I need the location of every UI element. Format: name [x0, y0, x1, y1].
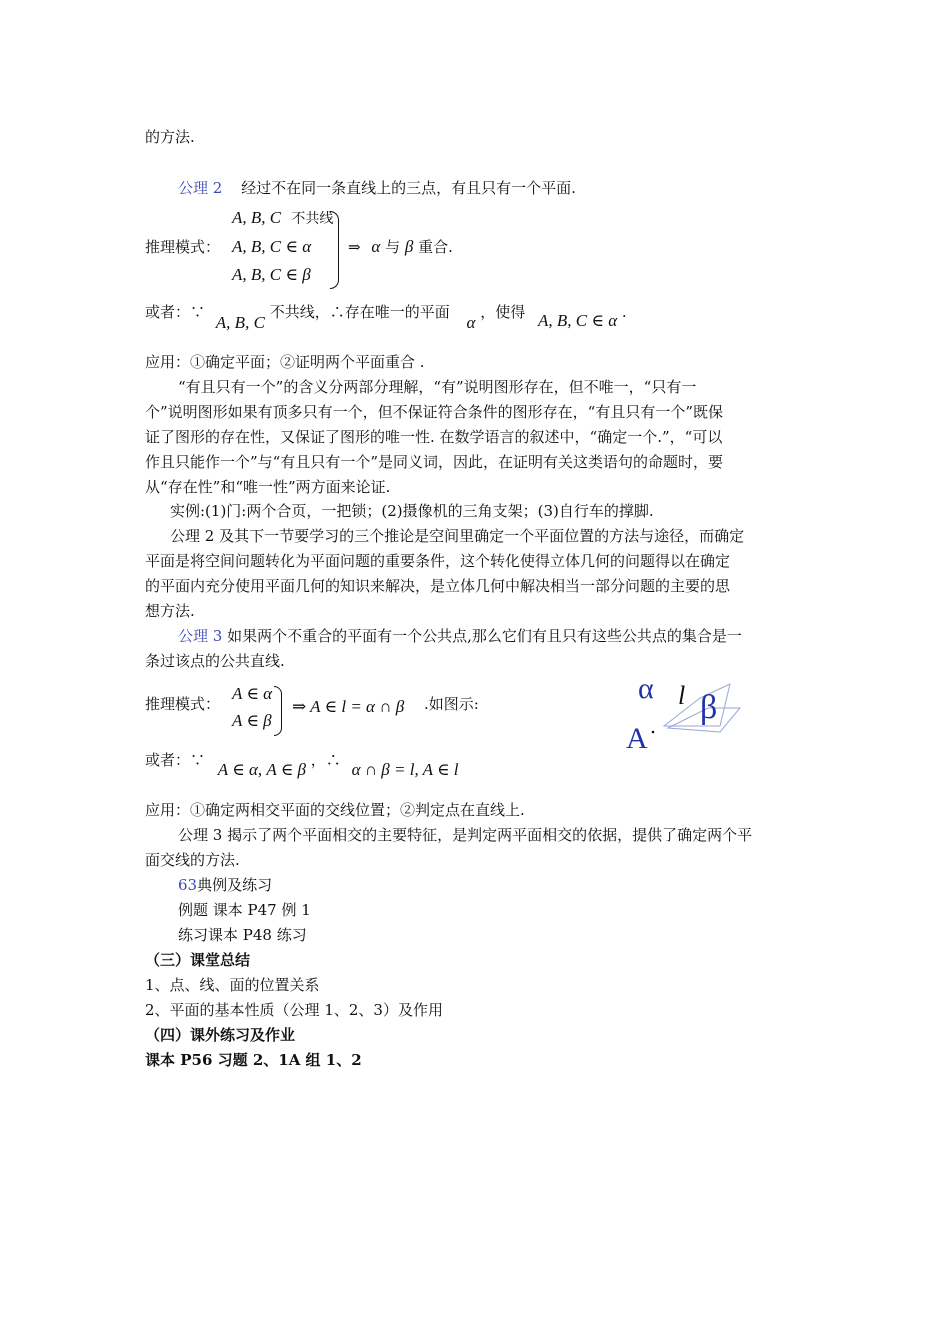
summary-item: 2、平面的基本性质（公理 1、2、3）及作用 [145, 1001, 443, 1019]
axiom3-line-2: 条过该点的公共直线. [145, 652, 285, 670]
or-text-2: ，使得 [480, 303, 526, 321]
infer3-label: 推理模式： [145, 695, 221, 713]
paragraph-line: 想方法. [145, 602, 195, 620]
axiom3-line [178, 626, 742, 646]
or3-line [145, 750, 459, 779]
conclusion-end: 重合. [418, 238, 453, 256]
brace [274, 686, 282, 736]
or-text-1: 不共线，∴存在唯一的平面 [269, 303, 450, 321]
paragraph-line: 从“存在性”和“唯一性”两方面来论证. [145, 478, 391, 496]
text-line: 的方法. [145, 128, 195, 146]
conclusion-with: 与 [385, 238, 401, 256]
application-2: 应用：①确定平面；②证明两个平面重合 . [145, 353, 425, 371]
condition-1-note: 不共线 [291, 211, 334, 227]
homework-title: （四）课外练习及作业 [145, 1026, 296, 1044]
or3-separator: ，∴ [310, 751, 341, 769]
condition-1-math: A, B, C [232, 208, 282, 227]
brace [330, 211, 339, 289]
paragraph-line: 证了图形的存在性，又保证了图形的唯一性. 在数学语言的叙述中，“确定一个.”，“可以 [145, 428, 723, 446]
section-63-number: 63 [178, 876, 198, 894]
summary-title: （三）课堂总结 [145, 951, 251, 969]
or3-math-2: α ∩ β = l, A ∈ l [351, 760, 459, 779]
conclusion [348, 237, 453, 257]
or-line [145, 302, 627, 332]
condition-3-2: A ∈ β [232, 711, 272, 730]
or-math: A, B, C ∈ α [538, 311, 618, 330]
section-63 [178, 875, 272, 895]
paragraph-line: 作且只能作一个”与“有且只有一个”是同义词，因此，在证明有关这类语句的命题时，要 [145, 453, 724, 471]
homework-item: 课本 P56 习题 2、1A 组 1、2 [145, 1051, 362, 1069]
alpha-symbol: α [371, 237, 381, 256]
figure-alpha-label: α [638, 672, 654, 705]
axiom2-label: 公理 2 [178, 179, 223, 197]
axiom2-line [178, 178, 576, 198]
or3-label: 或者：∵ [145, 751, 206, 769]
practice-line: 练习课本 P48 练习 [178, 926, 307, 944]
axiom3-text: 如果两个不重合的平面有一个公共点,那么它们有且只有这些公共点的集合是一 [227, 627, 742, 645]
axiom2-text: 经过不在同一条直线上的三点，有且只有一个平面. [241, 179, 576, 197]
implies-symbol: ⇒ [348, 238, 361, 256]
summary-item: 1、点、线、面的位置关系 [145, 976, 320, 994]
paragraph-line: 公理 2 及其下一节要学习的三个推论是空间里确定一个平面位置的方法与途径，而确定 [170, 527, 745, 545]
condition-1 [232, 208, 333, 229]
figure-point-label: A [626, 722, 648, 755]
figure-l-label: l [678, 681, 686, 710]
application-3: 应用：①确定两相交平面的交线位置；②判定点在直线上. [145, 801, 525, 819]
conclusion-3 [292, 697, 404, 717]
paragraph-line: 公理 3 揭示了两个平面相交的主要特征，是判定两平面相交的依据，提供了确定两个平 [178, 826, 753, 844]
examples-line: 实例:(1)门:两个合页，一把锁；(2)摄像机的三角支架；(3)自行车的撑脚. [170, 502, 654, 520]
or-label: 或者：∵ [145, 303, 206, 321]
plane-alpha-shape [664, 684, 730, 726]
example-line: 例题 课本 P47 例 1 [178, 901, 311, 919]
condition-3: A, B, C ∈ β [232, 265, 311, 284]
or-dot: . [621, 303, 627, 321]
condition-2: A, B, C ∈ α [232, 237, 312, 256]
paragraph-line: 平面是将空间问题转化为平面问题的重要条件，这个转化使得立体几何的问题得以在确定 [145, 552, 731, 570]
or3-math-1: A ∈ α, A ∈ β [217, 760, 307, 779]
paragraph-line: 的平面内充分使用平面几何的知识来解决，是立体几何中解决相当一部分问题的主要的思 [145, 577, 731, 595]
conclusion-3-math: ⇒ A ∈ l = α ∩ β [292, 697, 405, 716]
figure-point [652, 731, 655, 734]
figure-caption: .如图示: [424, 695, 479, 713]
paragraph-line: “有且只有一个”的含义分两部分理解，“有”说明图形存在，但不唯一，“只有一 [178, 378, 697, 396]
figure-beta-label: β [700, 689, 718, 726]
or-points: A, B, C [215, 313, 265, 332]
axiom3-label: 公理 3 [178, 627, 223, 645]
paragraph-line: 个”说明图形如果有顶多只有一个，但不保证符合条件的图形存在，“有且只有一个”既保 [145, 403, 724, 421]
section-63-title: 典例及练习 [197, 876, 273, 894]
beta-symbol: β [404, 237, 414, 256]
condition-3-1: A ∈ α [232, 684, 273, 703]
planes-figure [620, 670, 750, 755]
or-alpha: α [466, 313, 476, 332]
paragraph-line: 面交线的方法. [145, 851, 240, 869]
infer-label: 推理模式： [145, 238, 221, 256]
